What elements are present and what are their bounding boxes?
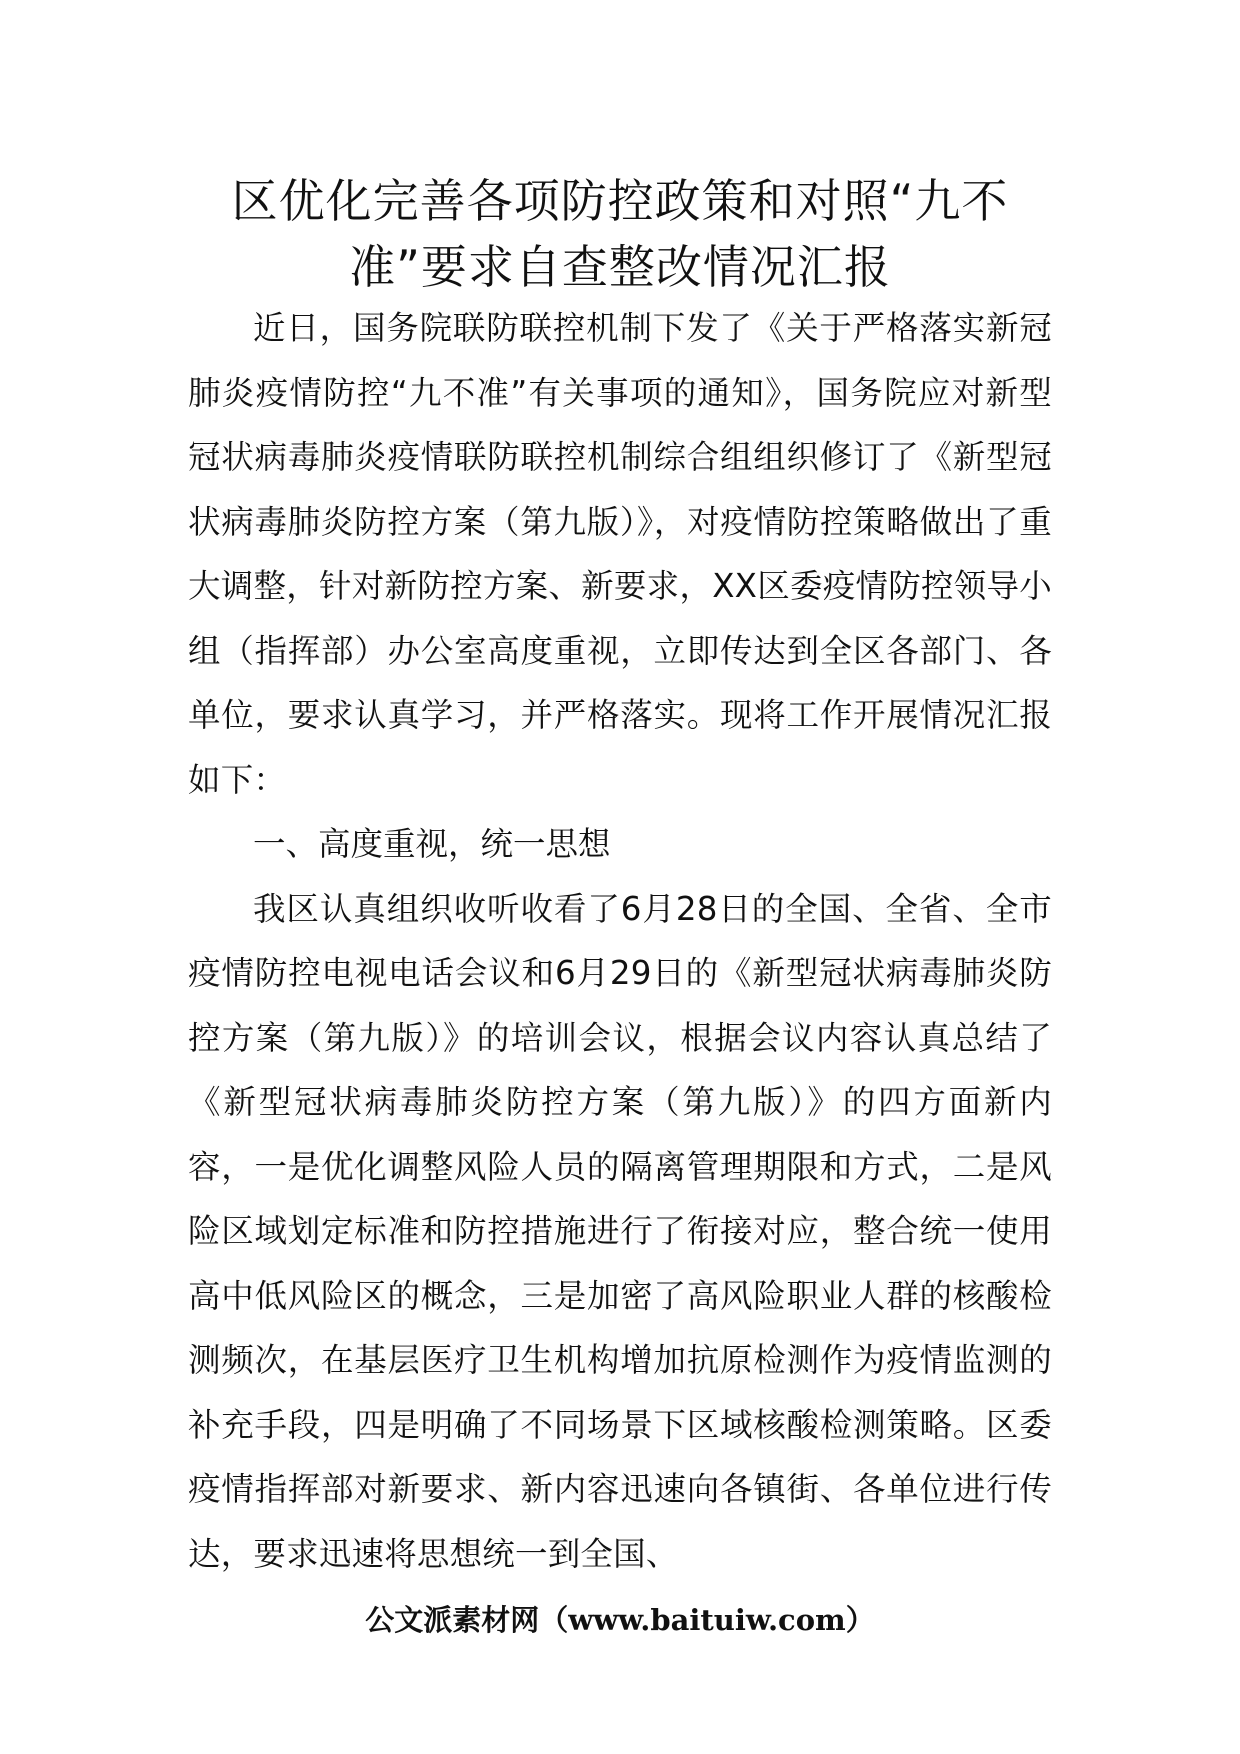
section-heading-1: 一、高度重视，统一思想	[253, 825, 611, 863]
intro-paragraph: 近日，国务院联防联控机制下发了《关于严格落实新冠肺炎疫情防控“九不准”有关事项的通知》，国务院应对新型冠状病毒肺炎疫情联防联控机制综合组组织修订了《新型冠状病毒肺炎防控方案（第九版）》，对疫情防控策略做出了重大调整，针对新防控方案、新要求，XX区委疫情防控领导小组（指挥部）办公室高度重视，立即传达到全区各部门、各单位，要求认真学习，并严格落实。现将工作开展情况汇报如下：	[188, 309, 1052, 799]
document-body	[188, 296, 1052, 1586]
footer-watermark: 公文派素材网（www.baituiw.com）	[365, 1603, 875, 1637]
section-1-paragraph: 我区认真组织收听收看了6月28日的全国、全省、全市疫情防控电视电话会议和6月29日的《新型冠状病毒肺炎防控方案（第九版）》的培训会议，根据会议内容认真总结了《新型冠状病毒肺炎防控方案（第九版）》的四方面新内容，一是优化调整风险人员的隔离管理期限和方式，二是风险区域划定标准和防控措施进行了衔接对应，整合统一使用高中低风险区的概念，三是加密了高风险职业人群的核酸检测频次，在基层医疗卫生机构增加抗原检测作为疫情监测的补充手段，四是明确了不同场景下区域核酸检测策略。区委疫情指挥部对新要求、新内容迅速向各镇街、各单位进行传达，要求迅速将思想统一到全国、	[188, 889, 1052, 1573]
title-line-2: 准”要求自查整改情况汇报	[349, 240, 891, 294]
document-title	[180, 168, 1060, 300]
title-line-1: 区优化完善各项防控政策和对照“九不	[231, 174, 1009, 228]
